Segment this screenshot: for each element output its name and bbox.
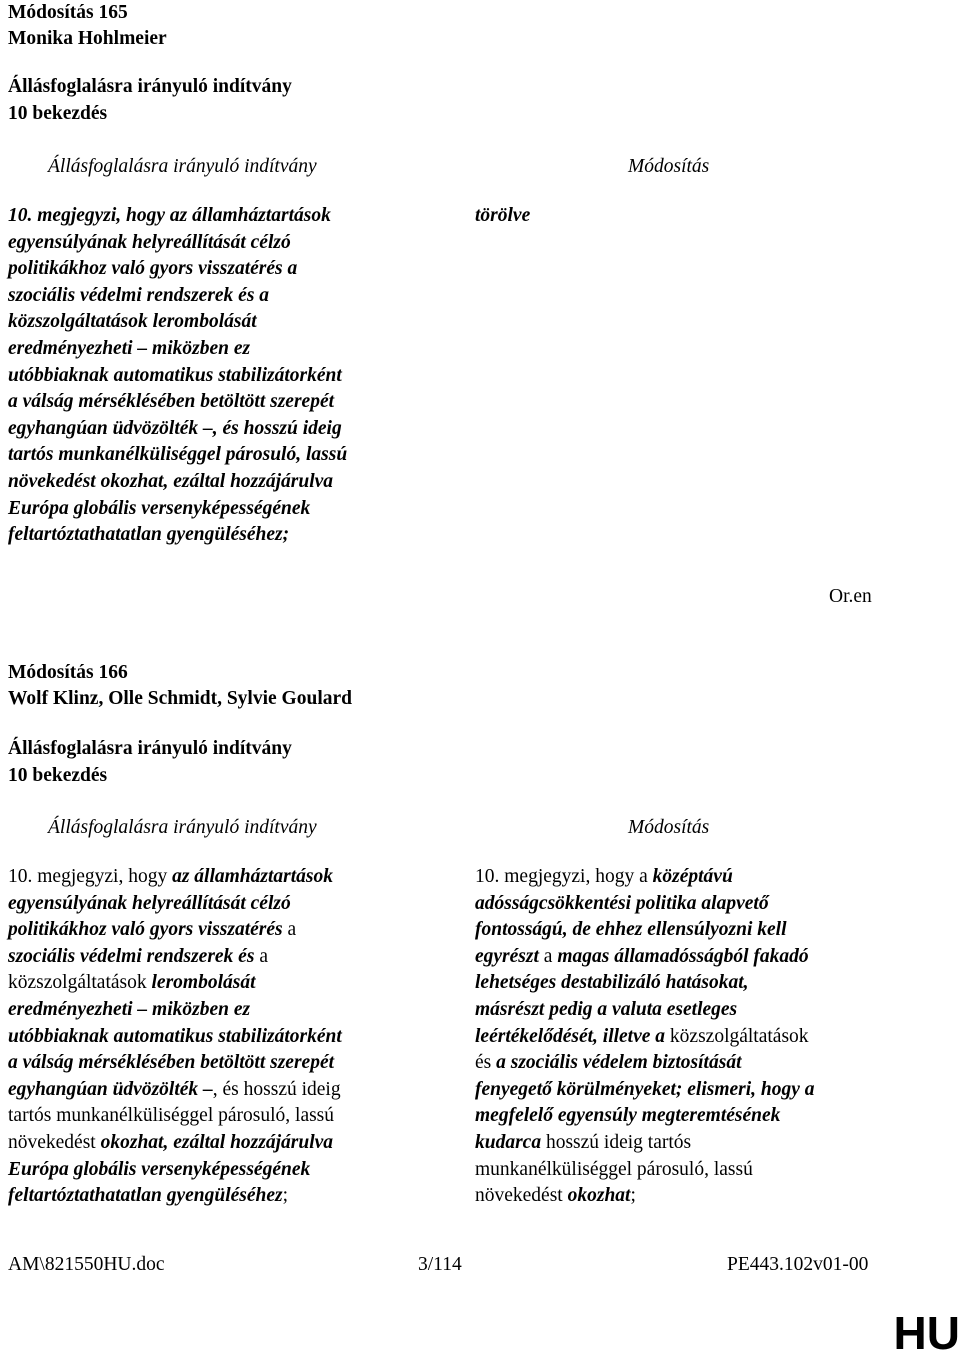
text-line: [8, 1157, 448, 1184]
text-line: [8, 864, 448, 891]
text-line: feltartóztathatatlan gyengüléséhez;: [8, 524, 290, 546]
changed-text: eredményezheti – miközben ez: [8, 998, 251, 1020]
unchanged-text: növekedést: [8, 1131, 101, 1153]
text-line: [8, 1050, 448, 1077]
text-line: [8, 1103, 448, 1130]
changed-text: adósságcsökkentési politika alapvető: [475, 892, 769, 914]
text-line: [475, 1157, 915, 1184]
changed-text: lerombolását: [151, 972, 256, 994]
amendment-166-doc-type: Állásfoglalásra irányuló indítvány: [8, 738, 292, 759]
text-line: [8, 1024, 448, 1051]
changed-text: középtávú: [652, 866, 733, 887]
footer-page-number: 3/114: [418, 1254, 462, 1275]
amendment-165-doc-type: Állásfoglalásra irányuló indítvány: [8, 76, 292, 97]
unchanged-text: ;: [630, 1185, 636, 1207]
changed-text: fenyegető körülményeket; elismeri, hogy a: [475, 1078, 815, 1100]
amendment-166-right-column-heading: Módosítás: [628, 817, 710, 838]
text-line: egyensúlyának helyreállítását célzó: [8, 231, 291, 253]
text-line: növekedést okozhat, ezáltal hozzájárulva: [8, 470, 334, 492]
amendment-165-left-column-heading: Állásfoglalásra irányuló indítvány: [48, 156, 317, 177]
text-line: [8, 917, 448, 944]
text-line: 10. megjegyzi, hogy az államháztartások: [8, 205, 331, 226]
unchanged-text: a: [254, 945, 268, 967]
changed-text: másrészt pedig a valuta esetleges: [475, 998, 738, 1020]
amendment-165-paragraph: 10 bekezdés: [8, 103, 108, 124]
changed-text: politikákhoz való gyors visszatérés: [8, 919, 283, 941]
text-line: [475, 1130, 915, 1157]
changed-text: magas államadósságból fakadó: [557, 945, 809, 967]
text-line: szociális védelmi rendszerek és a: [8, 284, 270, 306]
unchanged-text: 10. megjegyzi, hogy: [8, 866, 173, 887]
unchanged-text: növekedést: [475, 1185, 568, 1207]
text-line: [475, 997, 915, 1024]
text-line: [8, 997, 448, 1024]
text-line: utóbbiaknak automatikus stabilizátorként: [8, 364, 342, 386]
text-line: [475, 1024, 915, 1051]
changed-text: kudarca: [475, 1131, 542, 1153]
text-line: tartós munkanélküliséggel párosuló, lassú: [8, 444, 348, 466]
text-line: egyhangúan üdvözölték –, és hosszú ideig: [8, 417, 342, 439]
unchanged-text: közszolgáltatások: [8, 972, 152, 994]
unchanged-text: a: [282, 919, 297, 941]
unchanged-text: munkanélküliséggel párosuló, lassú: [475, 1158, 753, 1180]
unchanged-text: közszolgáltatások: [665, 1025, 809, 1047]
changed-text: okozhat, ezáltal hozzájárulva: [100, 1131, 334, 1153]
text-line: [8, 970, 448, 997]
unchanged-text: 10. megjegyzi, hogy a: [475, 866, 653, 887]
text-line: a válság mérséklésében betöltött szerepét: [8, 391, 335, 413]
text-line: [8, 1077, 448, 1104]
page-footer: [0, 1252, 960, 1282]
text-line: közszolgáltatások lerombolását: [8, 311, 257, 333]
text-line: [475, 970, 915, 997]
amendment-165-right-column-heading: Módosítás: [628, 156, 710, 177]
changed-text: lehetséges destabilizáló hatásokat,: [475, 972, 749, 994]
changed-text: a válság mérséklésében betöltött szerepét: [8, 1052, 335, 1074]
changed-text: szociális védelmi rendszerek és: [8, 945, 255, 967]
changed-text: feltartóztathatatlan gyengüléséhez: [8, 1185, 283, 1207]
unchanged-text: ;: [282, 1185, 289, 1207]
amendment-165-origin-language: Or.en: [829, 586, 872, 607]
text-line: [475, 917, 915, 944]
amendment-166-paragraph: 10 bekezdés: [8, 765, 108, 786]
text-line: [475, 1103, 915, 1130]
text-line: [475, 1183, 915, 1210]
amendment-165-original-text: [8, 203, 448, 549]
changed-text: leértékelődését, illetve a: [475, 1025, 666, 1047]
amendment-165-author: Monika Hohlmeier: [8, 28, 167, 49]
unchanged-text: hosszú ideig tartós: [541, 1131, 692, 1153]
amendment-166-original-text: [8, 864, 448, 1210]
text-line: [8, 891, 448, 918]
amendment-165-amended-text: törölve: [475, 205, 531, 226]
text-line: [8, 1183, 448, 1210]
text-line: [475, 891, 915, 918]
unchanged-text: tartós munkanélküliséggel párosuló, lassú: [8, 1105, 335, 1127]
footer-language-code: HU: [893, 1307, 960, 1359]
changed-text: Európa globális versenyképességének: [8, 1158, 311, 1180]
changed-text: egyrészt: [475, 945, 539, 967]
text-line: [8, 1130, 448, 1157]
changed-text: egyhangúan üdvözölték –: [8, 1078, 213, 1100]
amendment-166-number: Módosítás 166: [8, 662, 128, 683]
text-line: eredményezheti – miközben ez: [8, 337, 251, 359]
footer-pe-reference: PE443.102v01-00: [727, 1254, 869, 1275]
unchanged-text: és: [475, 1052, 497, 1074]
unchanged-text: a: [538, 945, 558, 967]
text-line: [475, 1050, 915, 1077]
amendment-166-amended-text: [475, 864, 915, 1210]
text-line: [475, 1077, 915, 1104]
text-line: politikákhoz való gyors visszatérés a: [8, 258, 298, 280]
changed-text: az államháztartások: [172, 866, 334, 887]
amendment-166-left-column-heading: Állásfoglalásra irányuló indítvány: [48, 817, 317, 838]
changed-text: fontosságú, de ehhez ellensúlyozni kell: [475, 919, 787, 941]
text-line: [475, 864, 915, 891]
amendment-165-number: Módosítás 165: [8, 2, 128, 23]
changed-text: megfelelő egyensúly megteremtésének: [475, 1105, 781, 1127]
amendment-166-author: Wolf Klinz, Olle Schmidt, Sylvie Goulard: [8, 688, 352, 709]
text-line: [8, 944, 448, 971]
changed-text: egyensúlyának helyreállítását célzó: [8, 892, 291, 914]
footer-document-reference: AM\821550HU.doc: [8, 1254, 165, 1275]
unchanged-text: , és hosszú ideig: [212, 1078, 341, 1100]
changed-text: a szociális védelem biztosítását: [496, 1052, 742, 1074]
changed-text: okozhat: [567, 1185, 631, 1207]
changed-text: utóbbiaknak automatikus stabilizátorként: [8, 1025, 342, 1047]
text-line: Európa globális versenyképességének: [8, 497, 311, 519]
text-line: [475, 944, 915, 971]
